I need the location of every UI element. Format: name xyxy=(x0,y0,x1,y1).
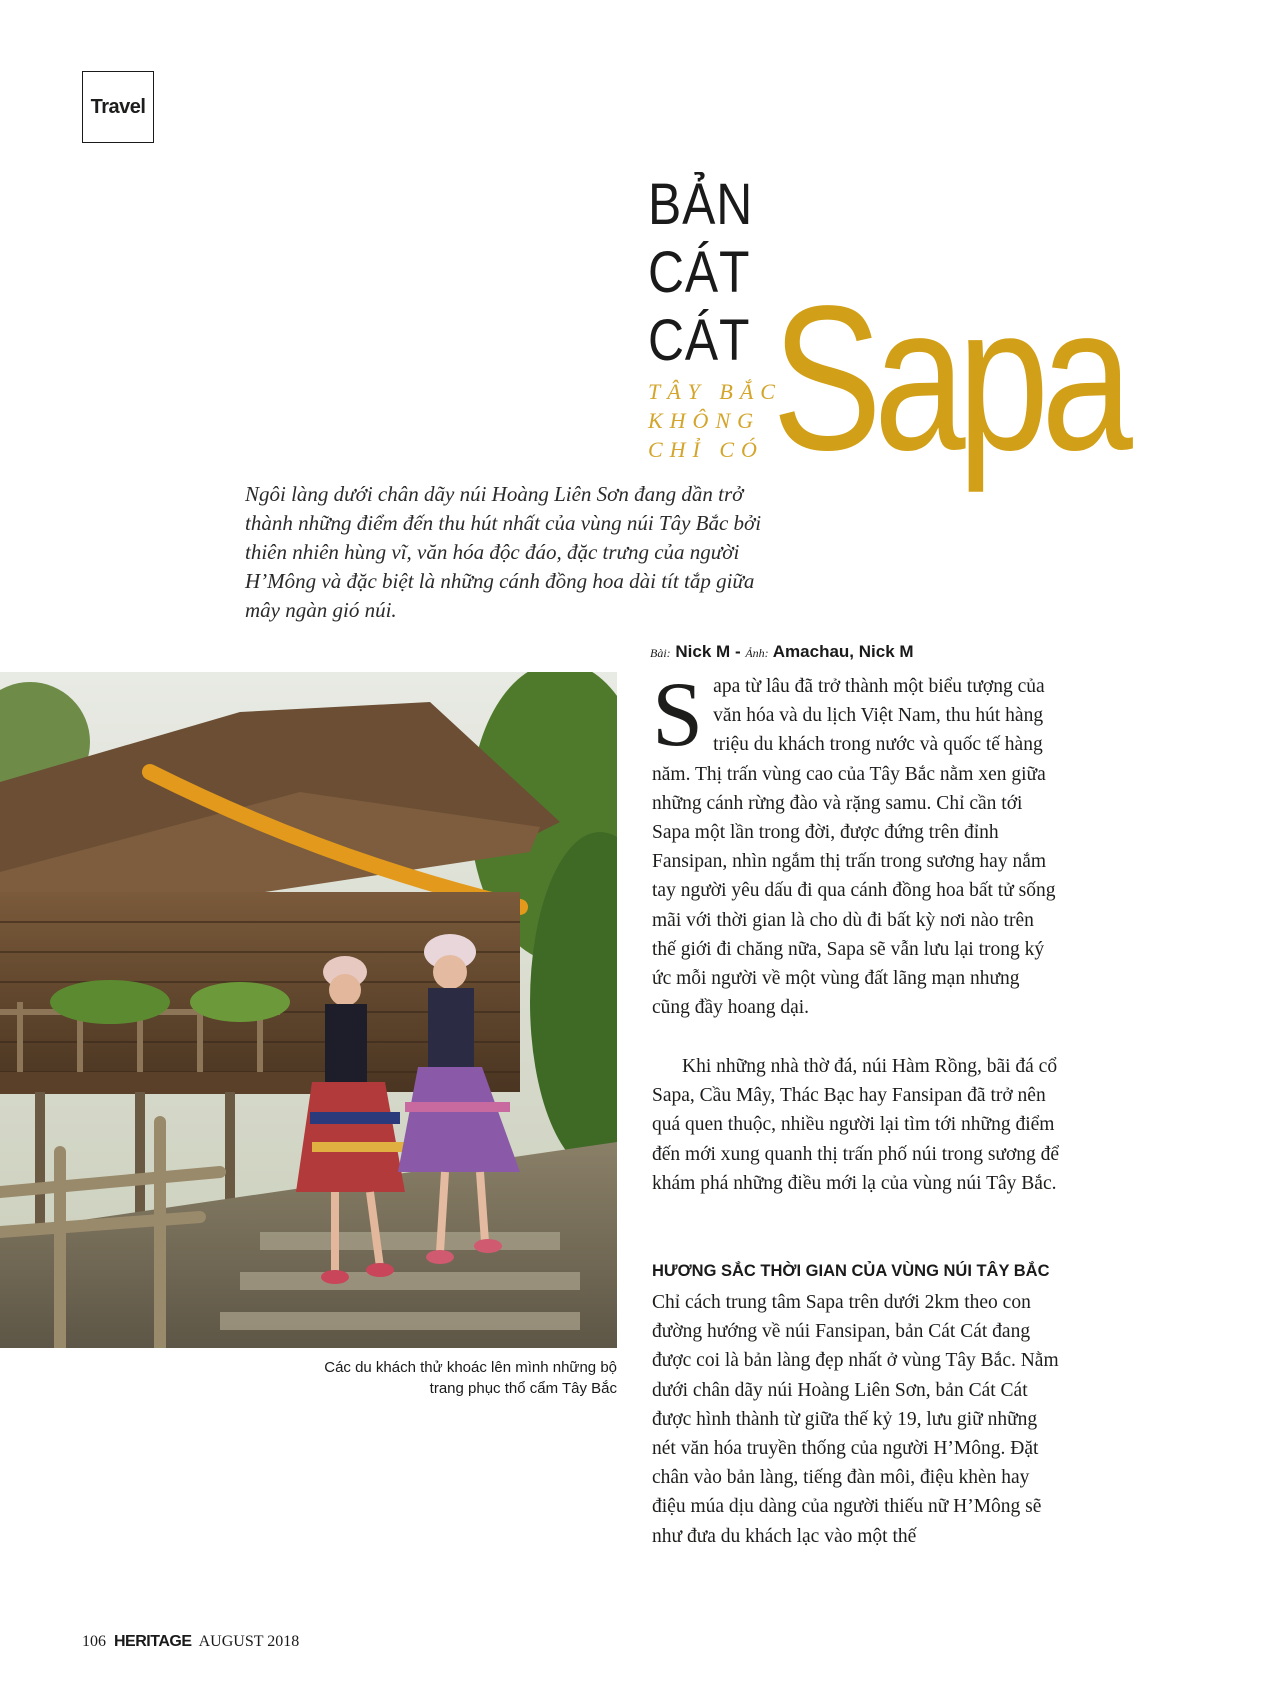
byline-text-label: Bài: xyxy=(650,646,671,660)
big-title: Sapa xyxy=(772,263,1125,493)
page-number: 106 xyxy=(82,1633,106,1650)
lede-paragraph: Ngôi làng dưới chân dãy núi Hoàng Liên Sơn đang dần trở thành những điểm đến thu hút nhất của vùng núi Tây Bắc bởi thiên nhiên hùng vĩ, văn hóa độc đáo, đặc trưng của người H’Mông và đặc biệt là những cánh đồng hoa dài tít tắp giữa mây ngàn gió núi. xyxy=(245,482,762,622)
section-tag: Travel xyxy=(82,71,154,143)
byline xyxy=(650,642,914,662)
subtitle-line-3: CHỈ CÓ xyxy=(648,437,764,462)
subtitle-line-1: TÂY BẮC xyxy=(648,379,782,404)
issue-date: AUGUST 2018 xyxy=(198,1633,300,1650)
byline-separator: - xyxy=(734,642,741,661)
article-paragraph-2: Khi những nhà thờ đá, núi Hàm Rồng, bãi đá cổ Sapa, Cầu Mây, Thác Bạc hay Fansipan đã trở nên quá quen thuộc, nhiều người lại tìm tới những điểm đến mới xung quanh thị trấn phố núi trong sương để khám phá những điều mới lạ của vùng núi Tây Bắc. xyxy=(652,1056,1060,1194)
byline-author: Nick M xyxy=(675,642,731,661)
title-word-2: CÁT xyxy=(648,240,751,305)
article-paragraph-1-text: apa từ lâu đã trở thành một biểu tượng của văn hóa và du lịch Việt Nam, thu hút hàng triệu du khách trong nước và quốc tế hàng năm. Thị trấn vùng cao của Tây Bắc nằm xen giữa những cánh rừng đào và rặng samu. Chỉ cần tới Sapa một lần trong đời, được đứng trên đỉnh Fansipan, nhìn ngắm thị trấn trong sương hay nắm tay người yêu dấu đi qua cánh đồng hoa bất tử sống mãi với thời gian là cho dù đi bất kỳ nơi nào trên thế giới đi chăng nữa, Sapa sẽ vẫn lưu lại trong ký ức mỗi người về một vùng đất lãng mạn nhưng cũng đầy hoang dại. xyxy=(652,676,1056,1019)
title-word-1: BẢN xyxy=(648,172,754,237)
photo-caption: Các du khách thử khoác lên mình những bộ trang phục thổ cẩm Tây Bắc xyxy=(324,1359,617,1397)
article-subhead: HƯƠNG SẮC THỜI GIAN CỦA VÙNG NÚI TÂY BẮC xyxy=(652,1262,1050,1280)
magazine-name: HERITAGE xyxy=(114,1633,192,1650)
byline-photographers: Amachau, Nick M xyxy=(772,642,914,661)
drop-cap: S xyxy=(652,663,704,765)
page-footer xyxy=(82,1633,299,1651)
feature-photo-illustration xyxy=(0,672,617,1348)
byline-photo-label: Ảnh: xyxy=(745,646,769,660)
feature-photo xyxy=(0,672,617,1348)
subtitle-line-2: KHÔNG xyxy=(648,408,761,433)
article-paragraph-3: Chỉ cách trung tâm Sapa trên dưới 2km theo con đường hướng về núi Fansipan, bản Cát Cát đang được coi là bản làng đẹp nhất ở vùng Tây Bắc. Nằm dưới chân dãy núi Hoàng Liên Sơn, bản Cát Cát được hình thành từ giữa thế kỷ 19, lưu giữ những nét văn hóa truyền thống của người H’Mông. Đặt chân vào bản làng, tiếng đàn môi, điệu khèn hay điệu múa dịu dàng của người thiếu nữ H’Mông sẽ như đưa du khách lạc vào một thế xyxy=(652,1292,1059,1547)
title-word-3: CÁT xyxy=(648,308,751,373)
article-paragraph-1 xyxy=(652,663,1062,1022)
